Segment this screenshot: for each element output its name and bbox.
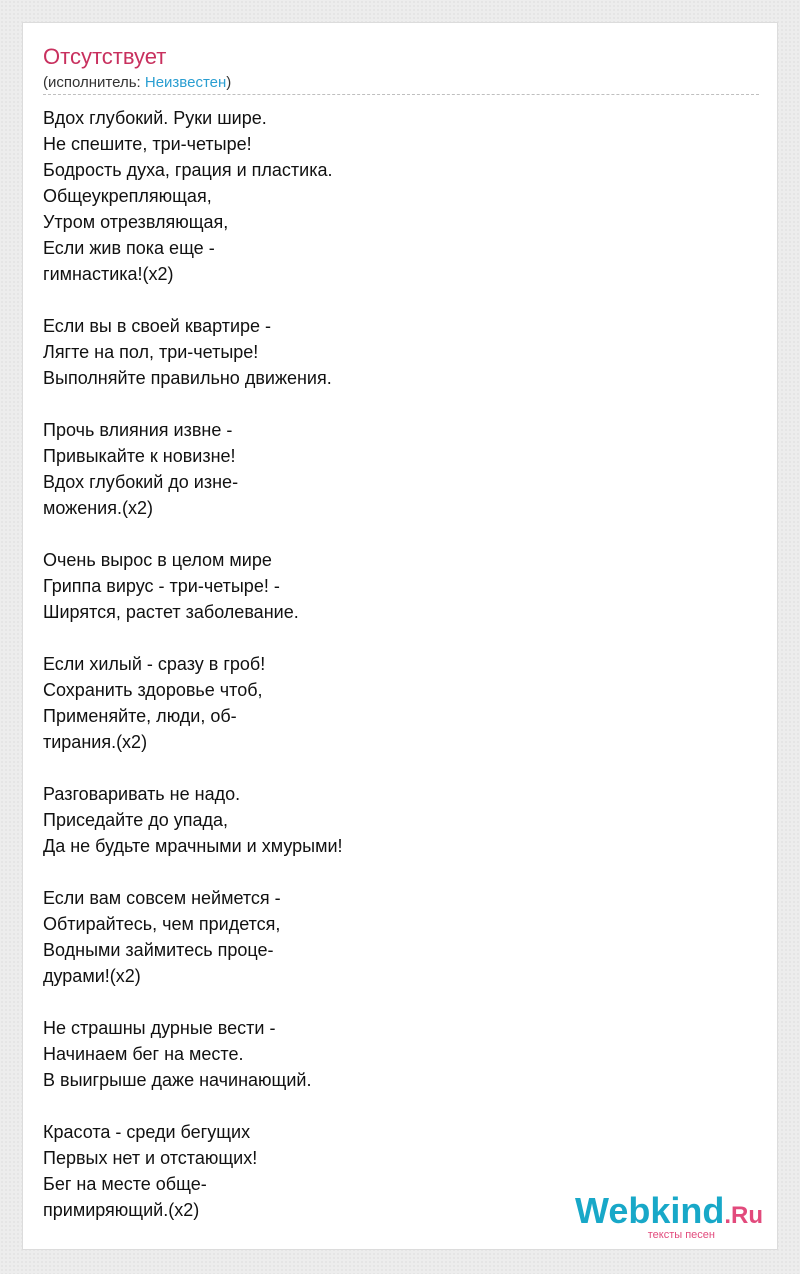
- lyrics-text: [43, 105, 343, 1223]
- lyric-line: Начинаем бег на месте.: [43, 1044, 244, 1064]
- lyric-line: тирания.(x2): [43, 732, 148, 752]
- lyric-line: Разговаривать не надо.: [43, 784, 241, 804]
- lyric-blank-line: [43, 989, 343, 1015]
- lyric-blank-line: [43, 755, 343, 781]
- song-title: Отсутствует: [43, 44, 167, 69]
- lyric-blank-line: [43, 521, 343, 547]
- logo-tagline: тексты песен: [647, 1229, 715, 1241]
- lyric-line: дурами!(x2): [43, 966, 141, 986]
- lyric-line: Водными займитесь проце-: [43, 940, 274, 960]
- lyric-line: В выигрыше даже начинающий.: [43, 1070, 312, 1090]
- lyric-blank-line: [43, 287, 343, 313]
- logo-brand: Webkind: [574, 1190, 725, 1231]
- lyric-line: Вдох глубокий до изне-: [43, 472, 239, 492]
- lyric-line: Если хилый - сразу в гроб!: [43, 654, 266, 674]
- divider: [43, 94, 759, 95]
- lyric-line: Да не будьте мрачными и хмурыми!: [43, 836, 343, 856]
- logo-tld: .Ru: [724, 1202, 763, 1229]
- lyric-blank-line: [43, 859, 343, 885]
- lyric-line: Красота - среди бегущих: [43, 1122, 251, 1142]
- lyric-line: Выполняйте правильно движения.: [43, 368, 332, 388]
- lyric-line: Первых нет и отстающих!: [43, 1148, 258, 1168]
- lyric-line: Вдох глубокий. Руки шире.: [43, 108, 267, 128]
- lyric-line: Ширятся, растет заболевание.: [43, 602, 299, 622]
- lyric-line: Очень вырос в целом мире: [43, 550, 272, 570]
- lyric-line: Бодрость духа, грация и пластика.: [43, 160, 333, 180]
- lyric-line: Не страшны дурные вести -: [43, 1018, 276, 1038]
- lyric-line: Привыкайте к новизне!: [43, 446, 236, 466]
- lyric-line: Если вам совсем неймется -: [43, 888, 281, 908]
- lyrics-card: [22, 22, 778, 1250]
- lyric-line: Гриппа вирус - три-четыре! -: [43, 576, 280, 596]
- lyric-blank-line: [43, 391, 343, 417]
- lyric-line: примиряющий.(x2): [43, 1200, 200, 1220]
- lyric-line: Сохранить здоровье чтоб,: [43, 680, 263, 700]
- lyric-line: Утром отрезвляющая,: [43, 212, 229, 232]
- lyric-line: Лягте на пол, три-четыре!: [43, 342, 259, 362]
- lyric-blank-line: [43, 1093, 343, 1119]
- meta-prefix: (исполнитель:: [43, 74, 145, 91]
- lyric-blank-line: [43, 625, 343, 651]
- lyric-line: Если вы в своей квартире -: [43, 316, 272, 336]
- lyric-line: можения.(x2): [43, 498, 153, 518]
- lyric-line: Если жив пока еще -: [43, 238, 215, 258]
- lyric-line: Бег на месте обще-: [43, 1174, 207, 1194]
- artist-link[interactable]: Неизвестен: [144, 74, 227, 91]
- meta-suffix: ): [226, 74, 232, 91]
- lyric-line: гимнастика!(x2): [43, 264, 174, 284]
- site-logo[interactable]: [575, 1192, 763, 1241]
- lyric-line: Применяйте, люди, об-: [43, 706, 237, 726]
- lyric-line: Не спешите, три-четыре!: [43, 134, 252, 154]
- song-meta: [43, 73, 231, 93]
- lyric-line: Общеукрепляющая,: [43, 186, 212, 206]
- lyric-line: Обтирайтесь, чем придется,: [43, 914, 281, 934]
- lyric-line: Приседайте до упада,: [43, 810, 229, 830]
- lyric-line: Прочь влияния извне -: [43, 420, 233, 440]
